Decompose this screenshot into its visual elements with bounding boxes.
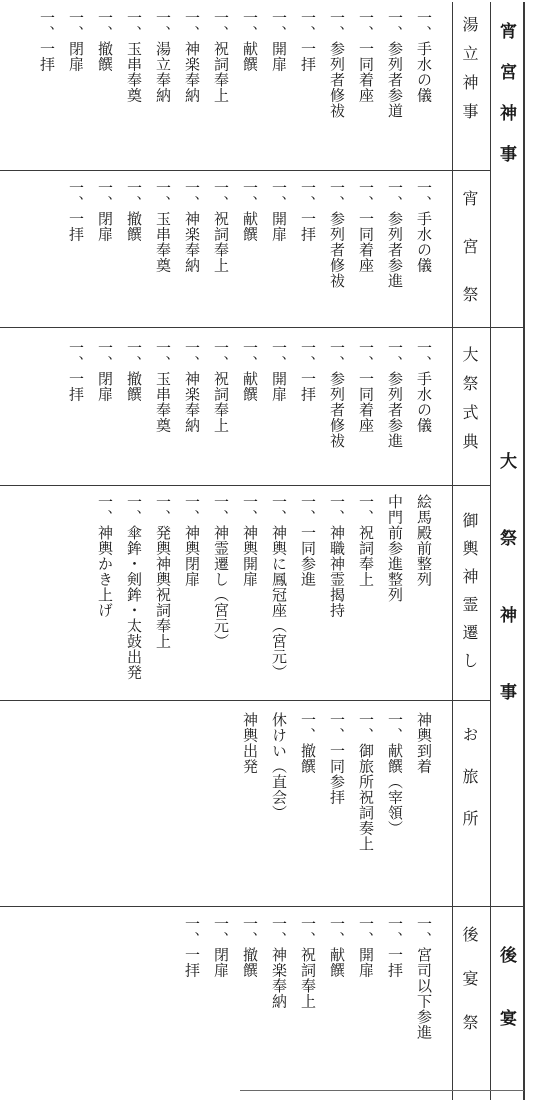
list-item: 休けい（直会） — [270, 712, 288, 821]
divider-1 — [0, 170, 490, 171]
section-title-otabisho: お旅所 — [460, 726, 479, 852]
section-title-yoimiya-sai: 宵宮祭 — [460, 190, 479, 334]
category-goen: 後宴 — [496, 946, 516, 1072]
list-item: 一、御旅所祝詞奏上 — [357, 712, 375, 852]
list-item: 絵馬殿前整列 — [415, 494, 433, 587]
list-item: 一、一拝 — [299, 340, 317, 402]
list-item: 一、参列者参道 — [386, 10, 404, 119]
list-item: 一、手水の儀 — [415, 340, 433, 433]
list-item: 一、一拝 — [299, 10, 317, 72]
list-item: 中門前参進整列 — [386, 494, 404, 603]
category-column-divider — [490, 2, 491, 1100]
divider-2 — [0, 327, 524, 328]
bottom-line — [240, 1090, 524, 1091]
section-title-taisai-shikiten: 大祭式典 — [460, 346, 479, 462]
list-item: 一、閉扉 — [67, 10, 85, 72]
list-item: 一、一拝 — [67, 180, 85, 242]
list-item: 一、一拝 — [38, 10, 56, 72]
category-taisai-shinji: 大祭神事 — [496, 452, 516, 760]
list-item: 一、撤饌 — [125, 340, 143, 402]
list-item: 一、一拝 — [67, 340, 85, 402]
list-item: 一、祝詞奉上 — [357, 494, 375, 587]
list-item: 一、一同着座 — [357, 340, 375, 433]
list-item: 一、撤饌 — [125, 180, 143, 242]
list-item: 一、開扉 — [357, 916, 375, 978]
list-item: 一、開扉 — [270, 340, 288, 402]
list-item: 一、撤饌 — [241, 916, 259, 978]
list-item: 一、閉扉 — [96, 180, 114, 242]
section-title-mikoshi-sengyo: 御輿神霊遷し — [460, 512, 479, 680]
list-item: 一、神輿かき上げ — [96, 494, 114, 618]
list-item: 一、参列者参進 — [386, 180, 404, 289]
list-item: 一、神楽奉納 — [183, 340, 201, 433]
list-item: 一、手水の儀 — [415, 180, 433, 273]
list-item: 一、撤饌 — [96, 10, 114, 72]
title-column-divider — [452, 2, 453, 1100]
list-item: 一、一同参拝 — [328, 712, 346, 805]
list-item: 一、宮司以下参進 — [415, 916, 433, 1040]
list-item: 一、傘鉾・剣鉾・太鼓出発 — [125, 494, 143, 680]
list-item: 一、神楽奉納 — [270, 916, 288, 1009]
list-item: 一、祝詞奉上 — [212, 340, 230, 433]
list-item: 一、神楽奉納 — [183, 10, 201, 103]
list-item: 一、神霊遷し（宮元） — [212, 494, 230, 649]
list-item: 一、参列者修祓 — [328, 180, 346, 289]
list-item: 一、参列者修祓 — [328, 10, 346, 119]
list-item: 一、一同着座 — [357, 10, 375, 103]
list-item: 一、一拝 — [386, 916, 404, 978]
list-item: 一、閉扉 — [212, 916, 230, 978]
section-title-yutate: 湯立神事 — [460, 16, 479, 132]
list-item: 神輿出発 — [241, 712, 259, 774]
section-title-goen-sai: 後宴祭 — [460, 926, 479, 1058]
list-item: 一、一同着座 — [357, 180, 375, 273]
divider-3 — [0, 485, 490, 486]
category-yoimiya-shinji: 宵宮神事 — [496, 22, 516, 186]
list-item: 一、祝詞奉上 — [212, 10, 230, 103]
list-item: 一、一拝 — [299, 180, 317, 242]
list-item: 一、献饌 — [241, 340, 259, 402]
right-border — [523, 2, 525, 1100]
list-item: 一、参列者参進 — [386, 340, 404, 449]
list-item: 一、神輿閉扉 — [183, 494, 201, 587]
list-item: 一、神楽奉納 — [183, 180, 201, 273]
list-item: 一、撤饌 — [299, 712, 317, 774]
list-item: 一、玉串奉奠 — [125, 10, 143, 103]
list-item: 一、神輿開扉 — [241, 494, 259, 587]
list-item: 一、献饌 — [241, 180, 259, 242]
list-item: 一、献饌 — [328, 916, 346, 978]
list-item: 一、祝詞奉上 — [212, 180, 230, 273]
list-item: 一、開扉 — [270, 180, 288, 242]
list-item: 一、発輿神輿祝詞奉上 — [154, 494, 172, 649]
list-item: 一、手水の儀 — [415, 10, 433, 103]
list-item: 一、一同参進 — [299, 494, 317, 587]
divider-5 — [0, 906, 524, 907]
list-item: 一、閉扉 — [96, 340, 114, 402]
list-item: 一、献饌（宰領） — [386, 712, 404, 836]
list-item: 一、一拝 — [183, 916, 201, 978]
divider-4 — [0, 700, 490, 701]
list-item: 一、献饌 — [241, 10, 259, 72]
list-item: 一、祝詞奉上 — [299, 916, 317, 1009]
list-item: 神輿到着 — [415, 712, 433, 774]
list-item: 一、参列者修祓 — [328, 340, 346, 449]
list-item: 一、湯立奉納 — [154, 10, 172, 103]
list-item: 一、神輿に鳳冠座（宮元） — [270, 494, 288, 680]
list-item: 一、玉串奉奠 — [154, 180, 172, 273]
list-item: 一、玉串奉奠 — [154, 340, 172, 433]
list-item: 一、神職神霊揭持 — [328, 494, 346, 618]
list-item: 一、開扉 — [270, 10, 288, 72]
